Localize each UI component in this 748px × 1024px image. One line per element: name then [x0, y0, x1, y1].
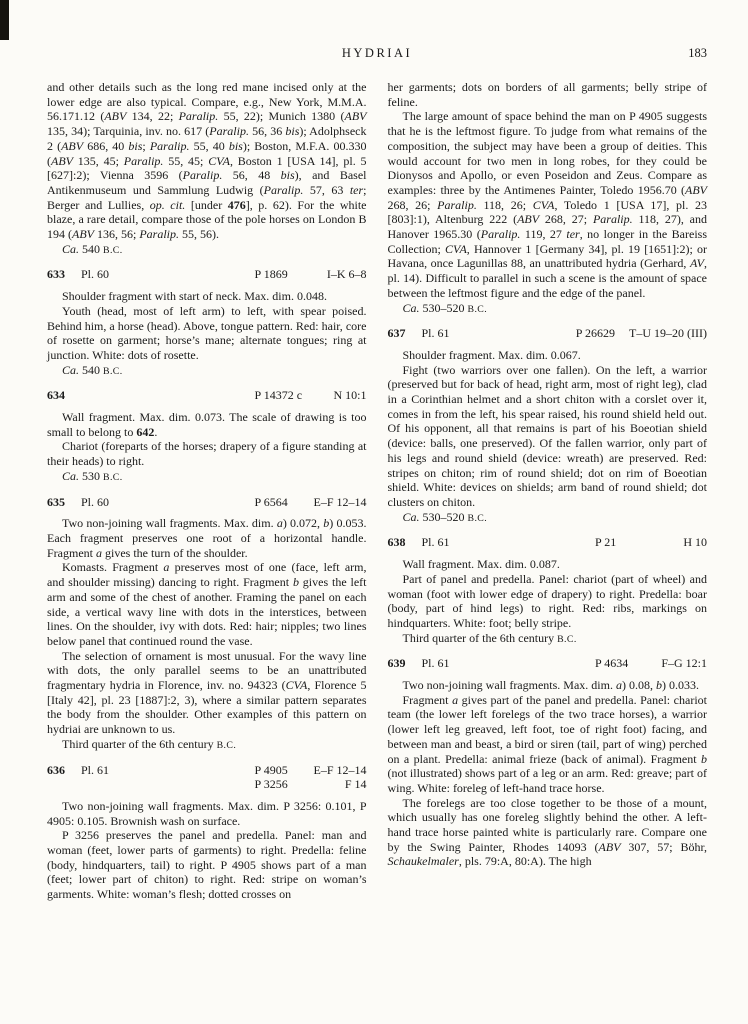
reference-line [255, 777, 367, 792]
entry-number: 639 [387, 656, 406, 671]
small-caps-text: B.C. [103, 244, 123, 256]
italic-text: b [292, 575, 299, 590]
italic-text: Ca. [62, 468, 80, 483]
italic-text: ABV [72, 227, 94, 242]
paragraph: The large amount of space behind the man on P 4905 suggests that he is the leftmost figure. To judge from what remains of the composition, the subject may have been a group of deities. This would account for two men in long robes, for they could be Dionysos and Apollo, or even Poseidon and Zeus. Compare as examples: three by the Antimenes Painter, Toledo 1956.70 (ABV 268, 26; Paralip. 118, 26; CVA, Toledo 1 [USA 17], pl. 23 [803]:1), Altenburg 222 (ABV 268, 27; Paralip. 118, 27), and Hanover 1965.30 (Paralip. 119, 27 ter, no longer in the Bareiss Collection; CVA, Hannover 1 [Germany 34], pl. 19 [1651]:2); or Havana, once Lagunillas 88, an unattributed hydria (Gerhard, AV, pl. 14). Difficult to parallel in such a scene is the amount of space between the leftmost figure and the edge of the panel. [387, 109, 708, 300]
italic-text: AV [689, 256, 704, 271]
reference-line [576, 326, 707, 341]
reference-line [595, 535, 707, 550]
italic-text: a [96, 545, 102, 560]
page-header [47, 46, 707, 78]
reference-line [595, 656, 707, 671]
grid-reference: T–U 19–20 (III) [629, 326, 707, 341]
plate-reference: Pl. 60 [81, 494, 110, 509]
entry-heading [388, 656, 708, 671]
entry-number: 637 [387, 326, 406, 341]
small-caps-text: B.C. [467, 303, 488, 315]
inventory-number: P 1869 [254, 267, 288, 282]
paragraph: P 3256 preserves the panel and predella. Panel: man and woman (feet, lower parts of garments) to right. Predella: feline (body, hindquarters, tail) to right. P 4905 shows part of a man (feet; lower part of chiton) to right. Red: stripe on woman’s garments. White: woman’s flesh; dotted crosses on [47, 828, 367, 902]
paragraph: Shoulder fragment with start of neck. Max. dim. 0.048. [62, 289, 327, 304]
grid-reference: F–G 12:1 [661, 656, 707, 671]
paragraph: Chariot (foreparts of the horses; drapery of a figure standing at their heads) to right. [47, 439, 367, 469]
paragraph: The forelegs are too close together to be those of a mount, which usually has one foreleg slightly behind the other. A left-hand trace horse painted white is particularly rare. Compare one by the Swing Painter, Rhodes 14093 (ABV 307, 57; Böhr, Schaukelmaler, pls. 79:A, 80:A). The high [387, 795, 707, 869]
paragraph: Third quarter of the 6th century B.C. [62, 736, 237, 751]
text-columns [47, 80, 707, 902]
small-caps-text: B.C. [103, 471, 123, 483]
entry-heading [47, 763, 367, 792]
italic-text: bis [285, 124, 300, 139]
italic-text: Paralip. [182, 168, 223, 183]
small-caps-text: B.C. [103, 365, 123, 377]
italic-text: ABV [51, 153, 73, 168]
italic-text: Paralip. [178, 109, 219, 124]
small-caps-text: B.C. [216, 739, 237, 751]
entry-references [595, 535, 707, 550]
italic-text: b [655, 678, 662, 693]
grid-reference: F 14 [344, 777, 367, 792]
grid-reference: H 10 [683, 535, 707, 550]
italic-text: ABV [598, 839, 621, 854]
paragraph: her garments; dots on borders of all garments; belly stripe of feline. [387, 80, 707, 109]
entry-references [255, 763, 367, 792]
grid-reference: N 10:1 [333, 388, 367, 403]
inventory-number: P 6564 [254, 494, 288, 509]
reference-line [255, 267, 367, 282]
bold-cross-reference: 476 [227, 197, 246, 212]
paragraph: Ca. 530 B.C. [62, 468, 123, 483]
inventory-number: P 4634 [595, 656, 629, 671]
italic-text: Schaukelmaler [387, 854, 459, 869]
paragraph: Ca. 530–520 B.C. [402, 300, 488, 315]
entry-number: 638 [387, 535, 406, 550]
paragraph: Wall fragment. Max. dim. 0.087. [402, 557, 560, 572]
italic-text: CVA [445, 241, 467, 256]
italic-text: Paralip. [592, 212, 633, 227]
italic-text: CVA [208, 153, 230, 168]
italic-text: bis [280, 168, 295, 183]
reference-line [255, 495, 367, 510]
small-caps-text: B.C. [467, 512, 488, 524]
entry-heading [47, 388, 367, 403]
page-number: 183 [688, 46, 707, 60]
entry-references [255, 495, 367, 510]
italic-text: Paralip. [437, 197, 477, 212]
entry-references [255, 267, 367, 282]
paragraph: Two non-joining wall fragments. Max. dim. P 3256: 0.101, P 4905: 0.105. Brownish wash on surface. [47, 798, 367, 828]
plate-reference: Pl. 61 [421, 656, 450, 671]
entry-references [255, 388, 367, 403]
italic-text: Paralip. [480, 227, 521, 242]
italic-text: bis [128, 138, 143, 153]
grid-reference: E–F 12–14 [313, 494, 367, 509]
entry-heading [47, 267, 367, 282]
entry-number: 634 [47, 388, 65, 403]
paragraph: and other details such as the long red mane incised only at the lower edge are also typical. Compare, e.g., New York, M.M.A. 56.171.12 (ABV 134, 22; Paralip. 55, 22); Munich 1380 (ABV 135, 34); Tarquinia, inv. no. 617 (Paralip. 56, 36 bis); Adolphseck 2 (ABV 686, 40 bis; Paralip. 55, 40 bis); Boston, M.F.A. 00.330 (ABV 135, 45; Paralip. 55, 45; CVA, Boston 1 [USA 14], pl. 5 [627]:2); Vienna 3596 (Paralip. 56, 48 bis), and Basel Antikenmuseum und Sammlung Ludwig (Paralip. 57, 63 ter; Berger and Lullies, op. cit. [under 476], p. 62). For the white blaze, a rare detail, compare those of the pole horses on London B 194 (ABV 136, 56; Paralip. 55, 56). [47, 80, 367, 242]
entry-number: 635 [47, 494, 65, 509]
bold-cross-reference: 642 [136, 424, 155, 439]
paragraph: Ca. 540 B.C. [62, 241, 123, 256]
inventory-number: P 26629 [575, 326, 616, 341]
small-caps-text: B.C. [557, 633, 577, 645]
running-head: HYDRIAI [341, 46, 413, 60]
italic-text: Paralip. [149, 138, 190, 153]
italic-text: CVA [532, 197, 555, 212]
paragraph: Youth (head, most of left arm) to left, with spear poised. Behind him, a horse (head). Above, tongue pattern. Red: hair, core of rosette on garment; horse’s mane; alternate tongues; ring at junction. White: dots of rosette. [47, 303, 367, 362]
italic-text: ABV [344, 109, 367, 124]
plate-reference: Pl. 60 [81, 267, 110, 282]
entry-heading [388, 326, 708, 341]
right-column [388, 80, 708, 902]
italic-text: Paralip. [123, 153, 164, 168]
italic-text: ter [349, 182, 364, 197]
italic-text: Ca. [62, 241, 80, 256]
italic-text: ABV [685, 182, 707, 197]
italic-text: ABV [517, 212, 540, 227]
paragraph: Third quarter of the 6th century B.C. [402, 630, 577, 645]
italic-text: Paralip. [263, 182, 304, 197]
entry-heading [47, 495, 367, 510]
entry-number: 633 [47, 267, 65, 282]
entry-heading [388, 535, 708, 550]
paragraph: Part of panel and predella. Panel: chariot (part of wheel) and woman (foot with lower edge of drapery) to right. Predella: boar (body, part of hind legs) to right. Red: ribs, markings on hindquarters. White: foot; belly stripe. [387, 571, 707, 630]
italic-text: Paralip. [139, 227, 180, 242]
paragraph: Fragment a gives part of the panel and predella. Panel: chariot team (the lower left forelegs of the two trace horses), a warrior (lower left leg greaved, left foot, toe of right foot) facing, and between man and beast, a bird or siren (tail, part of wing) perched on a plant. Predella: animal frieze (back of animal). Fragment b (not illustrated) shows part of a leg or an arm. Red: greave; part of wing. White: foreleg of left-hand trace horse. [387, 692, 707, 795]
italic-text: Ca. [402, 300, 420, 315]
italic-text: ABV [61, 138, 84, 153]
italic-text: ABV [104, 109, 127, 124]
paragraph: Fight (two warriors over one fallen). On the left, a warrior (preserved but for back of head, right arm, most of right leg), clad in a Corinthian helmet and a short chiton with a corslet over it, comes in from the left, his spear raised, his round shield held out. Of his opponent, all that remains is part of his Boeotian shield (device: balls, one preserved). Of the fallen warrior, only part of his legs and round shield (device: wreath) are preserved. Red: stripes on chiton; rim of round shield; dot on rim of Boeotian shield. White: devices on shields; arm band of round shield; dot clusters on chiton. [387, 362, 707, 509]
italic-text: ter [566, 227, 580, 242]
paragraph: Ca. 540 B.C. [62, 362, 123, 377]
inventory-number: P 21 [595, 535, 617, 550]
reference-line [255, 763, 367, 778]
plate-reference: Pl. 61 [81, 762, 110, 777]
italic-text: a [276, 516, 283, 531]
italic-text: bis [228, 138, 243, 153]
paragraph: Ca. 530–520 B.C. [402, 509, 488, 524]
italic-text: Paralip. [209, 124, 249, 139]
inventory-number: P 4905 [254, 762, 288, 777]
entry-references [595, 656, 707, 671]
paragraph: Shoulder fragment. Max. dim. 0.067. [402, 347, 581, 362]
paragraph: Two non-joining wall fragments. Max. dim. a) 0.08, b) 0.033. [402, 678, 699, 693]
paragraph: Wall fragment. Max. dim. 0.073. The scale of drawing is too small to belong to 642. [47, 410, 367, 439]
scan-artifact [0, 0, 9, 40]
italic-text: Ca. [62, 362, 80, 377]
left-column [47, 80, 367, 902]
paragraph: The selection of ornament is most unusual. For the wavy line with dots, the only parallel seems to be an unattributed fragmentary hydria in Florence, inv. no. 94323 (CVA, Florence 5 [Italy 42], pl. 23 [1887]:2, 3), where a similar pattern separates the body from the shoulder. Other examples of this pattern on hydriai are unknown to us. [47, 648, 367, 737]
plate-reference: Pl. 61 [421, 535, 450, 550]
italic-text: op. cit. [149, 197, 186, 212]
italic-text: a [615, 678, 622, 693]
entry-references [576, 326, 707, 341]
paragraph: Komasts. Fragment a preserves most of one (face, left arm, and shoulder missing) dancing to right. Fragment b gives the left arm and some of the chest of another. Framing the panel on each side, a vertical wavy line with dots in the interstices, between lines. On the shoulder, ivy with dots. Red: hair; nipples; two lines below panel that continued round the vase. [47, 560, 367, 648]
italic-text: a [163, 560, 170, 575]
italic-text: b [701, 751, 707, 766]
inventory-number: P 3256 [254, 777, 288, 792]
italic-text: b [323, 516, 330, 531]
italic-text: CVA [285, 678, 308, 693]
plate-reference: Pl. 61 [421, 326, 450, 341]
entry-number: 636 [47, 762, 65, 777]
grid-reference: I–K 6–8 [326, 267, 367, 282]
inventory-number: P 14372 c [254, 388, 303, 403]
paragraph: Two non-joining wall fragments. Max. dim. a) 0.072, b) 0.053. Each fragment preserves one root of a horizontal handle. Fragment a gives the turn of the shoulder. [47, 516, 367, 560]
reference-line [255, 388, 367, 403]
italic-text: Ca. [402, 509, 420, 524]
grid-reference: E–F 12–14 [313, 762, 367, 777]
italic-text: a [452, 692, 459, 707]
